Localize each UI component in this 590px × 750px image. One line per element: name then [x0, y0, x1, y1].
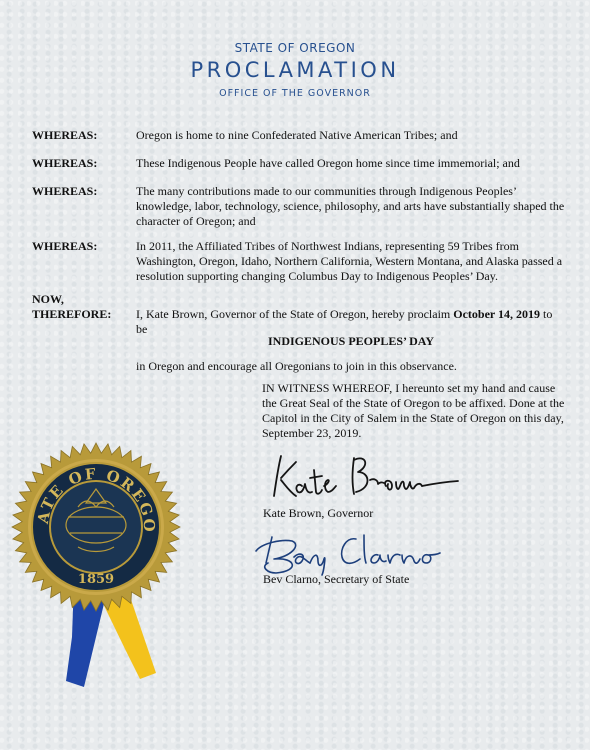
whereas-label: WHEREAS: [32, 128, 98, 142]
proclaim-suffix: to be [136, 307, 553, 336]
whereas-clause: In 2011, the Affiliated Tribes of Northwest Indians, representing 59 Tribes from Washington, Oregon, Idaho, Northern California, Western Montana, and Alaska passed a resolution supporting changing Columbus Day to Indigenous Peoples’ Day. [136, 239, 563, 283]
secretary-name: Bev Clarno, Secretary of State [263, 572, 410, 586]
proclamation-title: PROCLAMATION [190, 58, 400, 82]
whereas-label: WHEREAS: [32, 239, 98, 253]
governor-name: Kate Brown, Governor [263, 506, 374, 520]
proclamation-statement [136, 307, 566, 337]
therefore-label: THEREFORE: [32, 307, 112, 321]
now-label: NOW, [32, 292, 64, 306]
seal-year: 1859 [77, 572, 115, 587]
whereas-clause: These Indigenous People have called Oregon home since time immemorial; and [136, 156, 520, 170]
state-of-oregon-heading: STATE OF OREGON [234, 41, 356, 55]
whereas-clause: Oregon is home to nine Confederated Native American Tribes; and [136, 128, 458, 142]
proclaim-date: October 14, 2019 [453, 307, 540, 321]
day-title: INDIGENOUS PEOPLES’ DAY [267, 334, 435, 348]
witness-paragraph: IN WITNESS WHEREOF, I hereunto set my hand and cause the Great Seal of the State of Oregon to be affixed. Done at the Capitol in the City of Salem in the State of Oregon on this day, September 23, 2019. [262, 381, 565, 440]
governor-signature [262, 450, 462, 506]
whereas-label: WHEREAS: [32, 184, 98, 198]
whereas-label: WHEREAS: [32, 156, 98, 170]
whereas-clause: The many contributions made to our communities through Indigenous Peoples’ knowledge, labor, technology, science, philosophy, and arts have substantially shaped the character of Oregon; and [136, 184, 565, 228]
seal-top-text: STATE OF OREGON [0, 423, 159, 534]
state-seal [0, 423, 184, 687]
observance-text: in Oregon and encourage all Oregonians to join in this observance. [136, 359, 457, 373]
office-of-governor-heading: OFFICE OF THE GOVERNOR [219, 88, 371, 99]
proclaim-prefix: I, Kate Brown, Governor of the State of Oregon, hereby proclaim [136, 307, 454, 321]
